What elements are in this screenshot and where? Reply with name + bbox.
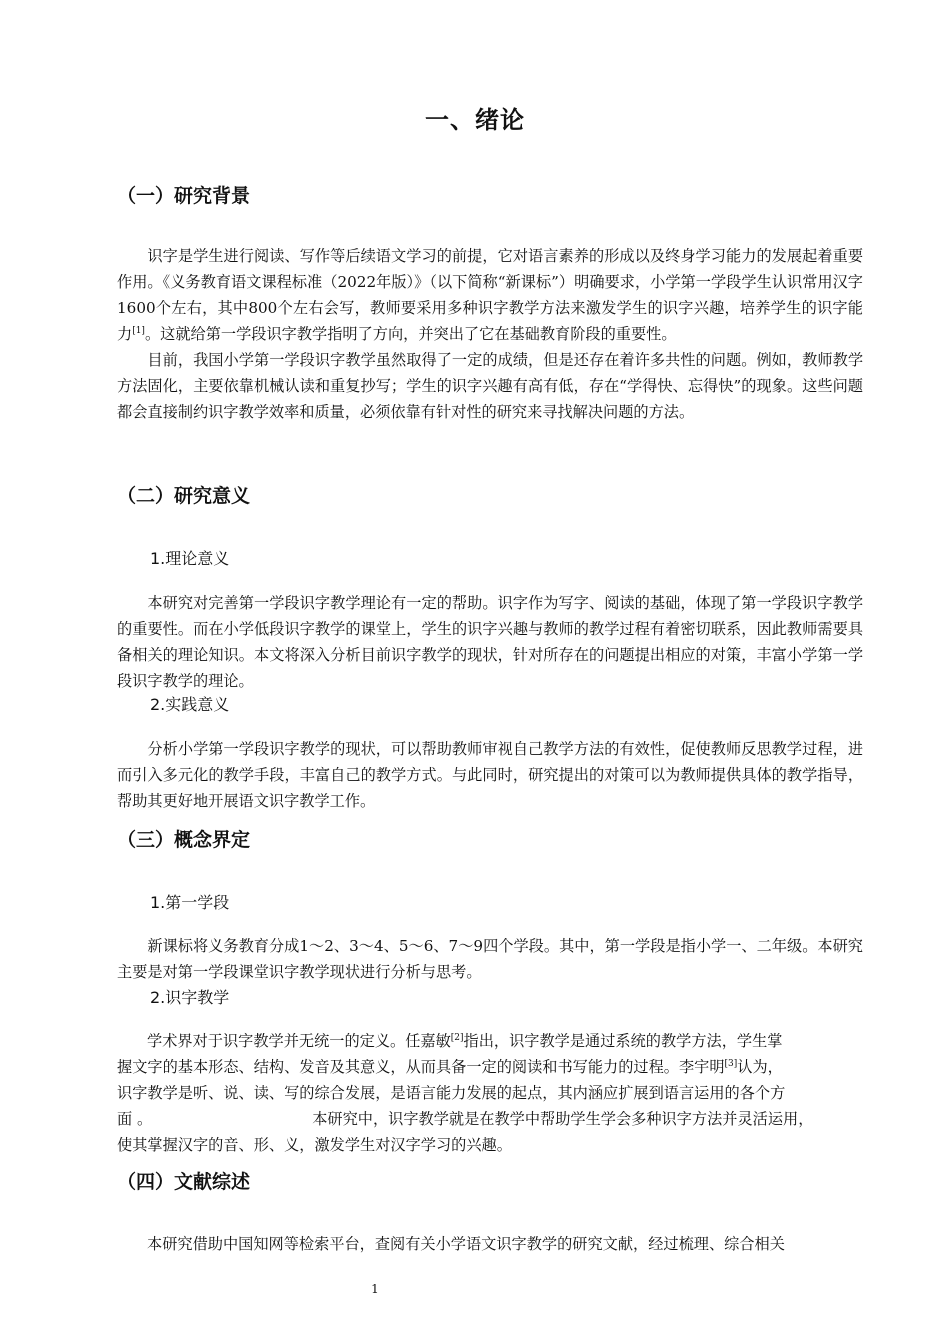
subheading-theoretical: 1.理论意义 [150,549,230,568]
paragraph: 新课标将义务教育分成1～2、3～4、5～6、7～9四个学段。其中，第一学段是指小学一、二年级。本研究主要是对第一学段课堂识字教学现状进行分析与思考。 [117,937,863,981]
paragraph: 目前，我国小学第一学段识字教学虽然取得了一定的成绩，但是还存在着许多共性的问题。例如，教师教学方法固化，主要依靠机械认读和重复抄写；学生的识字兴趣有高有低，存在“学得快、忘得快”的现象。这些问题都会直接制约识字教学效率和质量，必须依靠有针对性的研究来寻找解决问题的方法。 [117,351,863,421]
citation-ref: [1] [132,325,145,336]
page-number: 1 [371,1282,379,1296]
chapter-title: 一、绪论 [425,106,525,134]
text: 本研究中，识字教学就是在教学中帮助学生学会多种识字方法并灵活运用， [312,1110,814,1128]
section-background-body [117,243,863,425]
paragraph: 分析小学第一学段识字教学的现状，可以帮助教师审视自己教学方法的有效性，促使教师反思教学过程，进而引入多元化的教学手段，丰富自己的教学方式。与此同时，研究提出的对策可以为教师提供具体的教学指导，帮助其更好地开展语文识字教学工作。 [117,740,863,810]
text: 学术界对于识字教学并无统一的定义。任嘉敏 [147,1032,451,1050]
paragraph-text: 。这就给第一学段识字教学指明了方向，并突出了它在基础教育阶段的重要性。 [144,325,677,343]
text: 指出，识字教学是通过系统的教学方法，学生掌 [463,1032,783,1050]
paragraph: 本研究对完善第一学段识字教学理论有一定的帮助。识字作为写字、阅读的基础，体现了第一学段识字教学的重要性。而在小学低段识字教学的课堂上，学生的识字兴趣与教师的教学过程有着密切联系，因此教师需要具备相关的理论知识。本文将深入分析目前识字教学的现状，针对所存在的问题提出相应的对策，丰富小学第一学段识字教学的理论。 [117,594,863,690]
section-heading-significance: （二）研究意义 [117,485,251,507]
text: 认为， [737,1058,783,1076]
first-stage-body [117,933,863,985]
text: 握文字的基本形态、结构、发音及其意义，从而具备一定的阅读和书写能力的过程。李宇明 [117,1058,725,1076]
literacy-teaching-line-3: 识字教学是听、说、读、写的综合发展，是语言能力发展的起点，其内涵应扩展到语言运用的各个方 [117,1084,786,1102]
subheading-practical: 2.实践意义 [150,695,230,714]
citation-ref: [2] [450,1032,464,1043]
subheading-first-stage: 1.第一学段 [150,893,230,912]
practical-body [117,736,863,814]
literacy-teaching-line-2 [117,1054,867,1080]
literacy-teaching-line-1 [117,1028,897,1054]
literacy-teaching-line-4 [117,1106,867,1132]
section-heading-definitions: （三）概念界定 [117,829,251,851]
citation-ref: [3] [724,1058,738,1069]
paragraph-text: 识字是学生进行阅读、写作等后续语文学习的前提，它对语言素养的形成以及终身学习能力的发展起着重要作用。《义务教育语文课程标准（2022年版）》（以下简称“新课标”）明确要求，小学第一学段学生认识常用汉字1600个左右，其中800个左右会写，教师要采用多种识字教学方法来激发学生的识字兴趣，培养学生的识字能力 [117,247,863,343]
section-heading-background: （一）研究背景 [117,185,251,207]
paragraph [117,243,863,347]
literacy-teaching-line-5: 使其掌握汉字的音、形、义，激发学生对汉字学习的兴趣。 [117,1136,512,1154]
subheading-literacy-teaching: 2.识字教学 [150,988,230,1007]
text: 面 。 [117,1110,153,1128]
theoretical-body [117,590,863,694]
section-heading-literature-review: （四）文献综述 [117,1171,251,1193]
literature-review-body: 本研究借助中国知网等检索平台，查阅有关小学语文识字教学的研究文献，经过梳理、综合相关 [147,1235,785,1253]
